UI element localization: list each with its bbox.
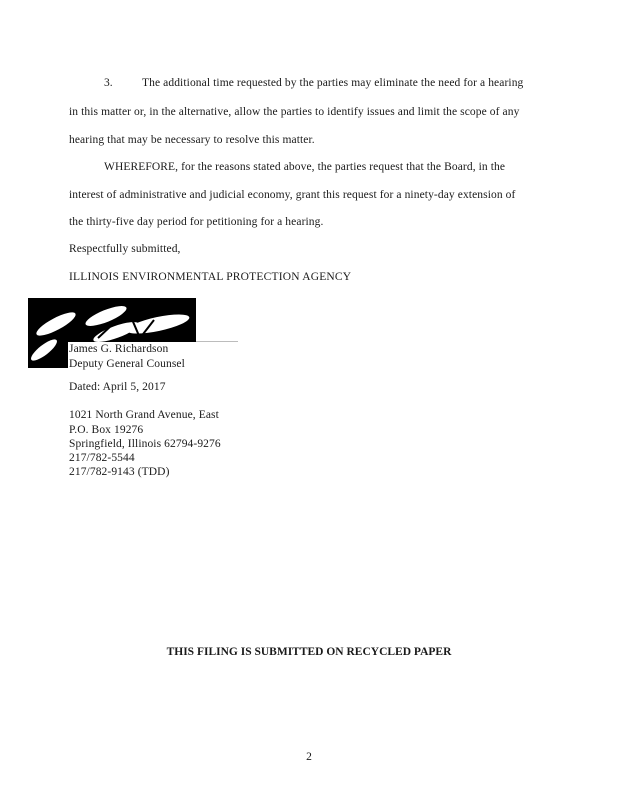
signatory-name: James G. Richardson: [69, 343, 169, 355]
address-tdd: 217/782-9143 (TDD): [69, 466, 170, 478]
paragraph-line: in this matter or, in the alternative, allow the parties to identify issues and limit the scope of any: [69, 106, 520, 118]
salutation: Respectfully submitted,: [69, 243, 181, 255]
wherefore-line: the thirty-five day period for petitioning for a hearing.: [69, 216, 324, 228]
address-street: 1021 North Grand Avenue, East: [69, 409, 219, 421]
paragraph-line: hearing that may be necessary to resolve this matter.: [69, 134, 315, 146]
date-line: Dated: April 5, 2017: [69, 381, 166, 393]
agency-name: ILLINOIS ENVIRONMENTAL PROTECTION AGENCY: [69, 271, 352, 283]
signature-line: [196, 341, 238, 342]
wherefore-line: interest of administrative and judicial economy, grant this request for a ninety-day extension of: [69, 189, 516, 201]
wherefore-line: WHEREFORE, for the reasons stated above, the parties request that the Board, in the: [104, 161, 506, 173]
address-po-box: P.O. Box 19276: [69, 424, 144, 436]
signatory-title: Deputy General Counsel: [69, 358, 185, 370]
page-number: 2: [306, 751, 312, 763]
paragraph-line: The additional time requested by the parties may eliminate the need for a hearing: [142, 77, 524, 89]
address-phone: 217/782-5544: [69, 452, 135, 464]
recycled-paper-notice: THIS FILING IS SUBMITTED ON RECYCLED PAPER: [166, 646, 452, 658]
address-city: Springfield, Illinois 62794-9276: [69, 438, 221, 450]
paragraph-number: 3.: [104, 77, 113, 89]
